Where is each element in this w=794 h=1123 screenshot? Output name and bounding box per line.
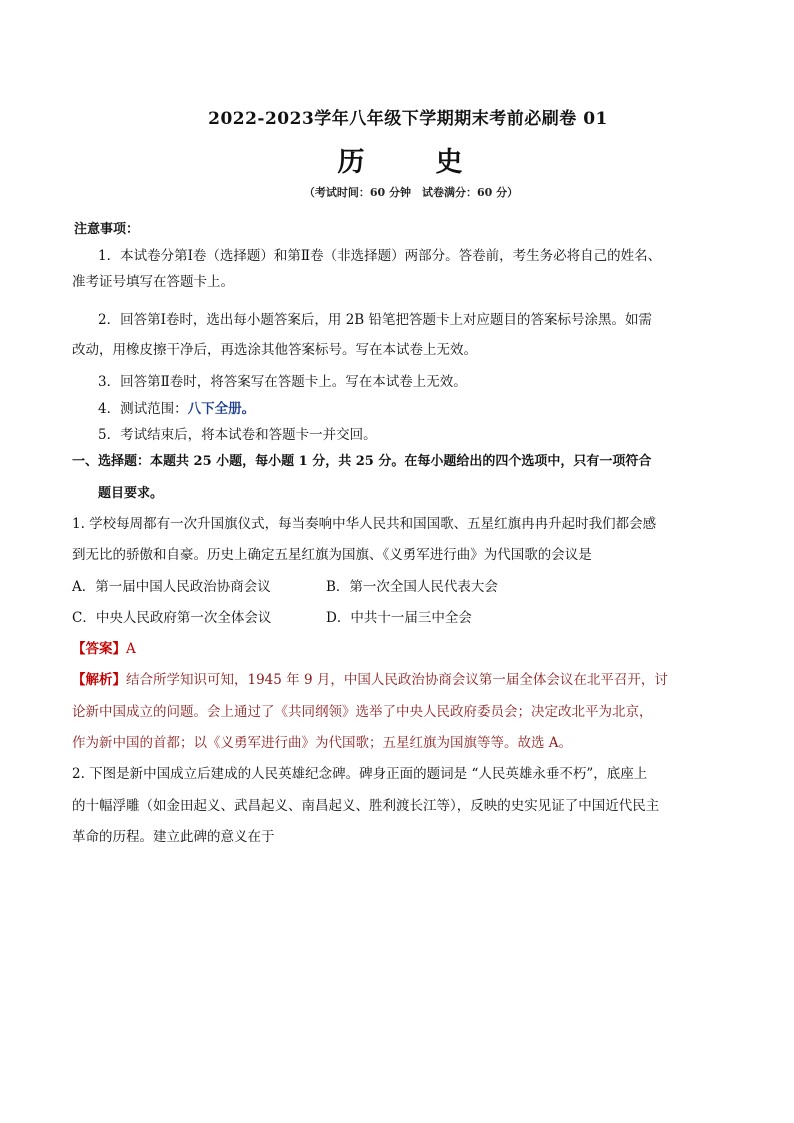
notes-heading: 注意事项： [74,222,140,237]
question-1-analysis-line-3: 作为新中国的首都；以《义勇军进行曲》为代国歌；五星红旗为国旗等等。故选 A。 [72,735,573,751]
question-1-option-b: B．第一次全国人民代表大会 [326,579,498,595]
question-1-option-a: A．第一届中国人民政治协商会议 [72,579,271,595]
section-heading-line-1: 一、选择题：本题共 25 小题，每小题 1 分，共 25 分。在每小题给出的四个选项中，只有一项符合 [72,454,652,469]
answer-tag: 【答案】 [72,641,126,657]
note-item-1-line-2: 准考证号填写在答题卡上。 [72,274,234,290]
answer-value: A [126,641,136,657]
question-1-analysis-line-1 [72,670,668,690]
note-item-4 [98,399,255,419]
exam-title: 2022-2023学年八年级下学期期末考前必刷卷 01 [208,109,608,129]
note-item-5: 5．考试结束后，将本试卷和答题卡一并交回。 [98,427,377,443]
analysis-text-1: 结合所学知识可知，1945 年 9 月，中国人民政治协商会议第一届全体会议在北平召开，讨 [126,672,668,688]
note-item-4-prefix: 4．测试范围： [98,401,188,417]
question-1-stem-line-2: 到无比的骄傲和自豪。历史上确定五星红旗为国旗、《义勇军进行曲》为代国歌的会议是 [72,547,592,563]
question-1-option-c: C．中央人民政府第一次全体会议 [72,610,272,626]
note-item-2-line-1: 2．回答第Ⅰ卷时，选出每小题答案后，用 2B 铅笔把答题卡上对应题目的答案标号涂黑。如需 [98,312,653,328]
note-item-3: 3．回答第Ⅱ卷时，将答案写在答题卡上。写在本试卷上无效。 [98,374,467,390]
note-item-2-line-2: 改动，用橡皮擦干净后，再选涂其他答案标号。写在本试卷上无效。 [72,342,477,358]
question-1-answer [72,639,136,659]
section-heading-line-2: 题目要求。 [98,486,164,501]
question-2-stem-line-1: 2. 下图是新中国成立后建成的人民英雄纪念碑。碑身正面的题词是 “人民英雄永垂不朽”，底座上 [72,766,648,782]
exam-info: （考试时间：60 分钟 试卷满分：60 分） [303,186,519,199]
question-2-stem-line-3: 革命的历程。建立此碑的意义在于 [72,829,275,845]
question-2-stem-line-2: 的十幅浮雕（如金田起义、武昌起义、南昌起义、胜利渡长江等），反映的史实见证了中国近代民主 [72,798,660,814]
question-1-analysis-line-2: 论新中国成立的问题。会上通过了《共同纲领》选举了中央人民政府委员会；决定改北平为北京， [72,704,653,720]
analysis-tag: 【解析】 [72,672,126,688]
question-1-option-d: D．中共十一届三中全会 [326,610,472,626]
note-item-1-line-1: 1．本试卷分第Ⅰ卷（选择题）和第Ⅱ卷（非选择题）两部分。答卷前，考生务必将自己的姓名、 [98,248,662,264]
subject-title: 历 史 [337,147,485,178]
question-1-stem-line-1: 1. 学校每周都有一次升国旗仪式，每当奏响中华人民共和国国歌、五星红旗冉冉升起时我们都会感 [72,516,657,532]
test-scope: 八下全册。 [187,401,256,417]
